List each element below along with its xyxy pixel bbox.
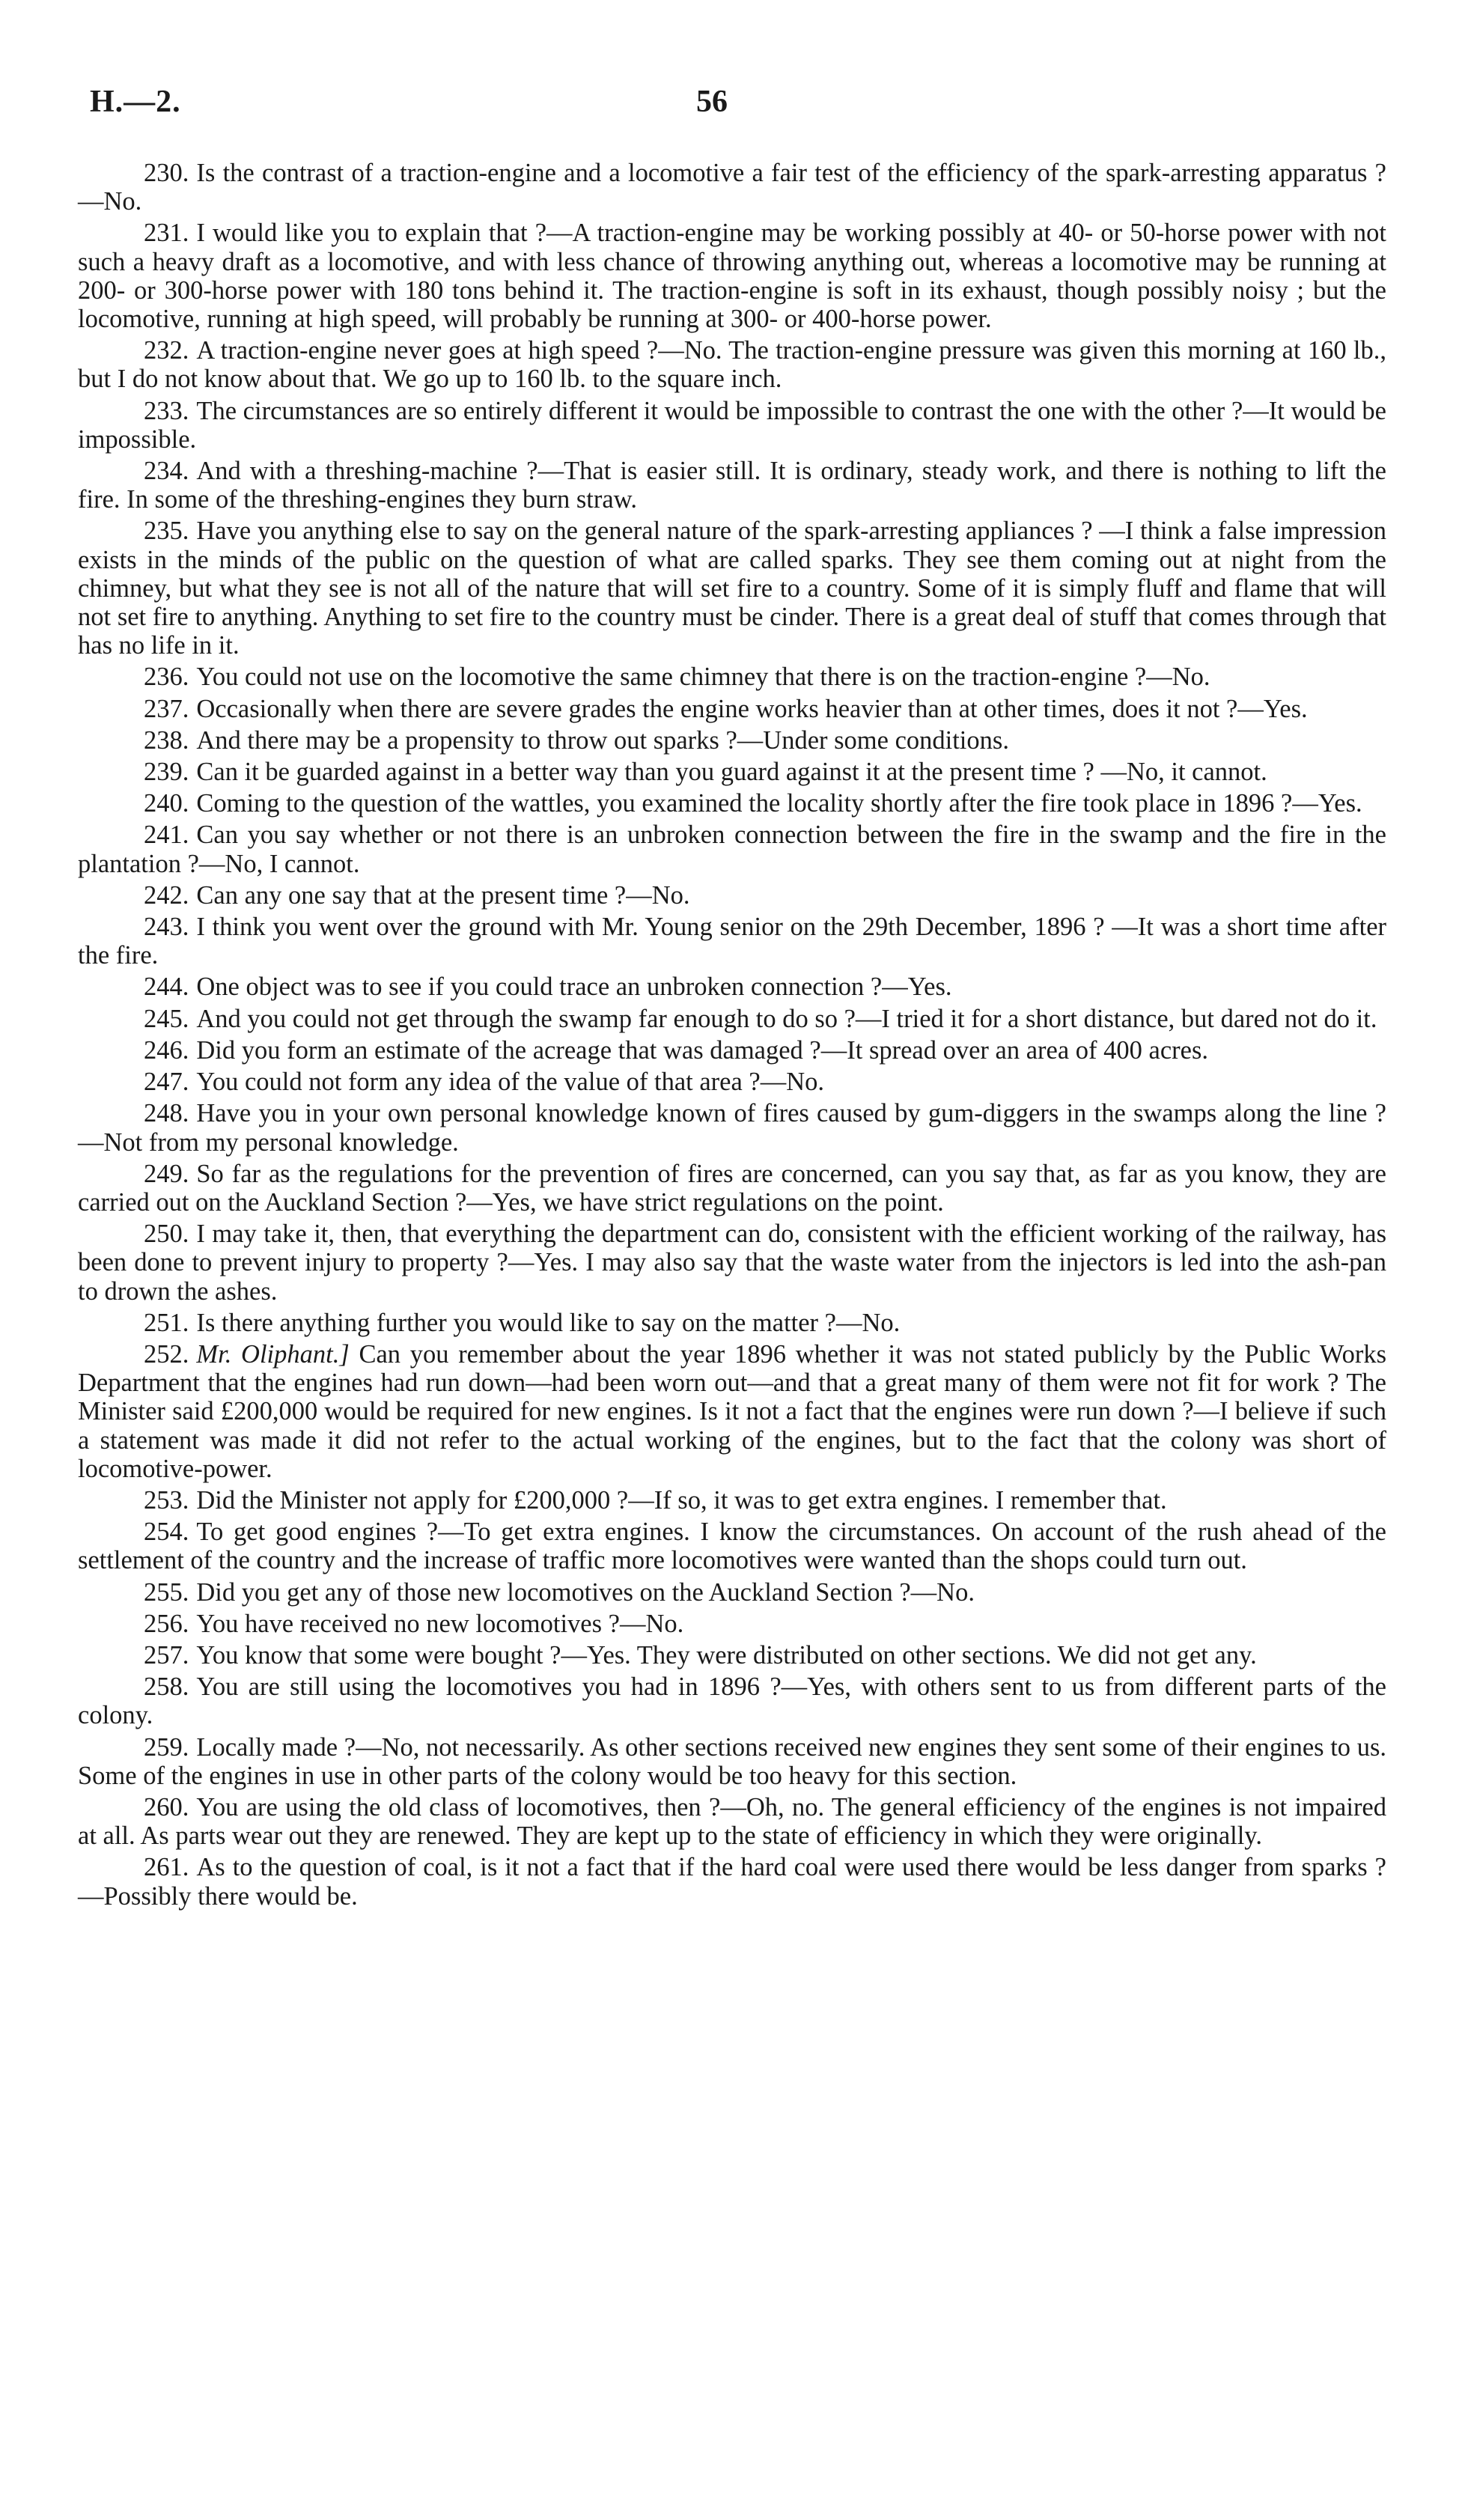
entry-text: Can it be guarded against in a better way than you guard against it at the present time ? —No, it cannot. xyxy=(196,758,1267,787)
entry-number: 230. xyxy=(144,159,189,187)
testimony-body xyxy=(78,159,1386,1914)
testimony-entry xyxy=(78,1068,1386,1096)
entry-text: Did you form an estimate of the acreage that was damaged ?—It spread over an area of 400 acres. xyxy=(196,1035,1208,1065)
testimony-entry xyxy=(78,1518,1386,1574)
testimony-entry xyxy=(78,517,1386,660)
testimony-entry xyxy=(78,913,1386,970)
entry-text: Did the Minister not apply for £200,000 ?—If so, it was to get extra engines. I remember that. xyxy=(196,1485,1167,1515)
testimony-entry xyxy=(78,1160,1386,1217)
testimony-entry xyxy=(78,758,1386,786)
testimony-entry xyxy=(78,1099,1386,1156)
testimony-entry xyxy=(78,789,1386,818)
entry-text: I would like you to explain that ?—A traction-engine may be working possibly at 40- or 50-horse power with not such a heavy draft as a locomotive, and with less chance of throwing anything out, whereas a locomotive may be running at 200- or 300-horse power with 180 tons behind it. The traction-engine is soft in its exhaust, though possibly noisy ; but the locomotive, running at high speed, will probably be running at 300- or 400-horse power. xyxy=(78,219,1386,334)
testimony-entry xyxy=(78,219,1386,333)
entry-text: So far as the regulations for the prevention of fires are concerned, can you say that, as far as you know, they are carried out on the Auckland Section ?—Yes, we have strict regulations on the point. xyxy=(78,1159,1386,1217)
entry-text: You are using the old class of locomotives, then ?—Oh, no. The general efficiency of the engines is not impaired at all. As parts wear out they are renewed. They are kept up to the state of efficiency in which they were originally. xyxy=(78,1792,1386,1851)
entry-number: 241. xyxy=(144,821,189,850)
testimony-entry xyxy=(78,726,1386,755)
testimony-entry xyxy=(78,1220,1386,1306)
entry-text: Is the contrast of a traction-engine and a locomotive a fair test of the efficiency of the spark-arresting apparatus ?—No. xyxy=(78,159,1386,216)
entry-text: You could not form any idea of the value of that area ?—No. xyxy=(196,1068,825,1097)
entry-text: A traction-engine never goes at high speed ?—No. The traction-engine pressure was given this morning at 160 lb., but I do not know about that. We go up to 160 lb. to the square inch. xyxy=(78,336,1386,394)
testimony-entry xyxy=(78,1853,1386,1910)
entry-text: Occasionally when there are severe grades the engine works heavier than at other times, does it not ?—Yes. xyxy=(196,694,1308,723)
testimony-entry xyxy=(78,336,1386,393)
entry-number: 249. xyxy=(144,1159,189,1188)
page-header xyxy=(0,84,1459,129)
entry-number: 257. xyxy=(144,1640,189,1670)
testimony-entry xyxy=(78,1793,1386,1850)
testimony-entry xyxy=(78,397,1386,454)
entry-number: 233. xyxy=(144,396,189,425)
entry-text: The circumstances are so entirely different it would be impossible to contrast the one with the other ?—It would be impossible. xyxy=(78,396,1386,454)
entry-number: 256. xyxy=(144,1609,189,1638)
entry-number: 238. xyxy=(144,725,189,755)
testimony-entry xyxy=(78,1486,1386,1515)
entry-number: 252. xyxy=(144,1339,189,1369)
entry-text: You have received no new locomotives ?—No. xyxy=(196,1609,684,1638)
entry-number: 260. xyxy=(144,1792,189,1821)
entry-number: 244. xyxy=(144,973,189,1002)
entry-number: 240. xyxy=(144,789,189,818)
testimony-entry xyxy=(78,1610,1386,1638)
entry-number: 255. xyxy=(144,1577,189,1607)
entry-number: 247. xyxy=(144,1068,189,1097)
entry-text: You know that some were bought ?—Yes. They were distributed on other sections. We did not get any. xyxy=(196,1640,1257,1670)
entry-number: 248. xyxy=(144,1099,189,1128)
entry-text: And you could not get through the swamp far enough to do so ?—I tried it for a short distance, but dared not do it. xyxy=(196,1004,1377,1033)
testimony-entry xyxy=(78,1036,1386,1065)
entry-text: Did you get any of those new locomotives on the Auckland Section ?—No. xyxy=(196,1577,975,1607)
testimony-entry xyxy=(78,821,1386,877)
entry-text: Have you anything else to say on the general nature of the spark-arresting appliances ? —I think a false impression exists in the minds of the public on the question of what are called sparks. They see them coming out at night from the chimney, but what they see is not all of the nature that will set fire to a country. Some of it is simply fluff and flame that will not set fire to anything. Anything to set fire to the country must be cinder. There is a great deal of stuff that comes through that has no life in it. xyxy=(78,517,1386,660)
entry-text: You are still using the locomotives you had in 1896 ?—Yes, with others sent to us from different parts of the colony. xyxy=(78,1673,1386,1730)
entry-number: 245. xyxy=(144,1004,189,1033)
testimony-entry xyxy=(78,663,1386,691)
entry-number: 234. xyxy=(144,457,189,486)
entry-number: 232. xyxy=(144,336,189,365)
entry-number: 253. xyxy=(144,1485,189,1515)
entry-text: I may take it, then, that everything the department can do, consistent with the efficient working of the railway, has been done to prevent injury to property ?—Yes. I may also say that the waste water from the injectors is led into the ash-pan to drown the ashes. xyxy=(78,1220,1386,1306)
testimony-entry xyxy=(78,973,1386,1001)
entry-number: 237. xyxy=(144,694,189,723)
testimony-entry xyxy=(78,1309,1386,1337)
entry-number: 236. xyxy=(144,663,189,692)
entry-text: Locally made ?—No, not necessarily. As other sections received new engines they sent some of their engines to us. Some of the engines in use in other parts of the colony would be too heavy for this section. xyxy=(78,1732,1386,1790)
entry-number: 251. xyxy=(144,1308,189,1337)
testimony-entry xyxy=(78,881,1386,910)
testimony-entry xyxy=(78,1578,1386,1607)
entry-number: 261. xyxy=(144,1853,189,1882)
entry-text: Coming to the question of the wattles, you examined the locality shortly after the fire took place in 1896 ?—Yes. xyxy=(196,789,1362,818)
entry-number: 239. xyxy=(144,758,189,787)
entry-text: And with a threshing-machine ?—That is easier still. It is ordinary, steady work, and there is nothing to lift the fire. In some of the threshing-engines they burn straw. xyxy=(78,457,1386,514)
entry-number: 258. xyxy=(144,1673,189,1702)
page-number: 56 xyxy=(696,85,728,119)
entry-number: 242. xyxy=(144,880,189,910)
testimony-entry xyxy=(78,1641,1386,1670)
entry-text: And there may be a propensity to throw out sparks ?—Under some conditions. xyxy=(196,725,1009,755)
testimony-entry xyxy=(78,1673,1386,1729)
testimony-entry xyxy=(78,159,1386,216)
testimony-entry xyxy=(78,1340,1386,1483)
entry-number: 231. xyxy=(144,219,189,248)
document-reference: H.—2. xyxy=(90,85,181,119)
entry-text: You could not use on the locomotive the same chimney that there is on the traction-engine ?—No. xyxy=(196,663,1210,692)
entry-number: 243. xyxy=(144,913,189,942)
entry-text: One object was to see if you could trace an unbroken connection ?—Yes. xyxy=(196,973,952,1002)
entry-number: 235. xyxy=(144,517,189,546)
testimony-entry xyxy=(78,695,1386,723)
testimony-entry xyxy=(78,1733,1386,1790)
entry-number: 254. xyxy=(144,1518,189,1547)
entry-text: Have you in your own personal knowledge known of fires caused by gum-diggers in the swamps along the line ?—Not from my personal knowledge. xyxy=(78,1099,1386,1157)
entry-number: 250. xyxy=(144,1220,189,1249)
entry-text: Is there anything further you would like to say on the matter ?—No. xyxy=(196,1308,901,1337)
entry-speaker: Mr. Oliphant.] xyxy=(196,1339,350,1369)
entry-text: To get good engines ?—To get extra engines. I know the circumstances. On account of the rush ahead of the settlement of the country and the increase of traffic more locomotives were wanted than the shops could turn out. xyxy=(78,1518,1386,1575)
entry-number: 246. xyxy=(144,1035,189,1065)
entry-text: I think you went over the ground with Mr. Young senior on the 29th December, 1896 ? —It was a short time after the fire. xyxy=(78,913,1386,970)
testimony-entry xyxy=(78,1005,1386,1033)
entry-text: Can you say whether or not there is an unbroken connection between the fire in the swamp and the fire in the plantation ?—No, I cannot. xyxy=(78,821,1386,878)
entry-text: As to the question of coal, is it not a fact that if the hard coal were used there would be less danger from sparks ?—Possibly there would be. xyxy=(78,1853,1386,1911)
testimony-entry xyxy=(78,457,1386,514)
entry-number: 259. xyxy=(144,1732,189,1762)
entry-text: Can any one say that at the present time ?—No. xyxy=(196,880,690,910)
entry-text: Can you remember about the year 1896 whether it was not stated publicly by the Public Works Department that the engines had run down—had been worn out—and that a great many of them were not fit for work ? The Minister said £200,000 would be required for new engines. Is it not a fact that the engines were run down ?—I believe if such a statement was made it did not refer to the actual working of the engines, but to the fact that the colony was short of locomotive-power. xyxy=(78,1339,1386,1483)
